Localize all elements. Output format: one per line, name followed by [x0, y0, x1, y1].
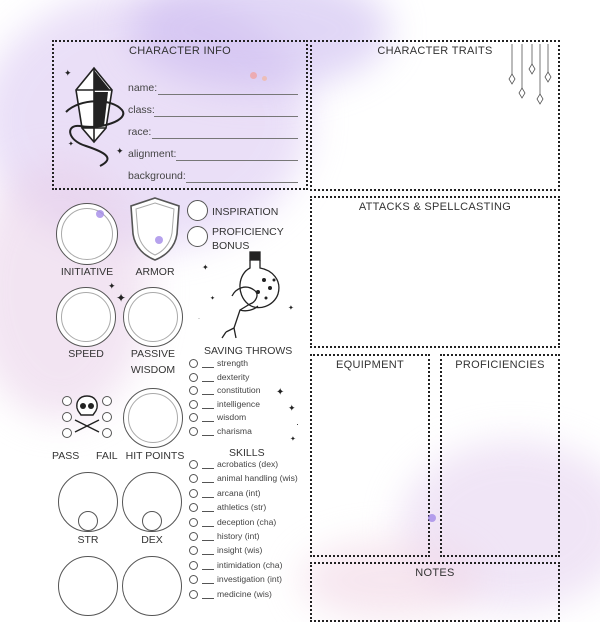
skill-value-line[interactable] — [202, 511, 214, 512]
saving-throw-label: wisdom — [217, 412, 247, 423]
saving-throw-checkbox[interactable] — [189, 400, 198, 409]
skill-label: medicine (wis) — [217, 588, 272, 599]
skill-label: athletics (str) — [217, 502, 267, 513]
saving-throw-label: strength — [217, 358, 249, 368]
saving-throw-label: intelligence — [217, 398, 260, 409]
skill-value-line[interactable] — [202, 583, 214, 584]
skills-title: SKILLS — [229, 447, 265, 459]
hanging-crystals-icon — [506, 44, 554, 114]
saving-throw-value-line[interactable] — [202, 367, 214, 368]
saving-throw-value-line[interactable] — [202, 435, 214, 436]
skill-checkbox[interactable] — [189, 460, 198, 469]
field-label: name: — [128, 82, 158, 94]
skill-label: history (int) — [217, 531, 260, 541]
saving-throw-label: dexterity — [217, 371, 250, 382]
field-input-line[interactable] — [152, 138, 298, 139]
skill-checkbox[interactable] — [189, 489, 198, 498]
saving-throw-checkbox[interactable] — [189, 359, 198, 368]
skill-checkbox[interactable] — [189, 518, 198, 527]
equipment-box — [310, 354, 430, 557]
skill-checkbox[interactable] — [189, 546, 198, 555]
equipment-title: EQUIPMENT — [335, 359, 405, 371]
fail-label: FAIL — [96, 450, 118, 462]
sparkle-icon: ✦ — [288, 403, 296, 413]
skill-label: intimidation (cha) — [217, 559, 283, 570]
svg-text:✦: ✦ — [288, 305, 294, 312]
saving-throw-value-line[interactable] — [202, 381, 214, 382]
skill-label: deception (cha) — [217, 516, 277, 527]
accent-dot — [262, 76, 267, 81]
hit-points-label: HIT POINTS — [125, 450, 185, 462]
saving-throw-checkbox[interactable] — [189, 427, 198, 436]
field-input-line[interactable] — [176, 160, 298, 161]
skill-checkbox[interactable] — [189, 474, 198, 483]
svg-text:✦: ✦ — [116, 146, 124, 156]
skill-value-line[interactable] — [202, 554, 214, 555]
field-input-line[interactable] — [186, 182, 298, 183]
death-save-fail-3[interactable] — [102, 428, 112, 438]
skill-checkbox[interactable] — [189, 590, 198, 599]
field-label: alignment: — [128, 148, 177, 160]
death-save-fail-1[interactable] — [102, 396, 112, 406]
skill-label: acrobatics (dex) — [217, 459, 279, 469]
skill-value-line[interactable] — [202, 482, 214, 483]
saving-throw-value-line[interactable] — [202, 408, 214, 409]
sparkle-icon: ✦ — [108, 281, 116, 291]
field-label: race: — [128, 126, 152, 138]
skill-label: investigation (int) — [217, 574, 282, 585]
field-label: background: — [128, 170, 186, 182]
skill-value-line[interactable] — [202, 569, 214, 570]
field-input-line[interactable] — [154, 116, 298, 117]
saving-throw-label: constitution — [217, 385, 261, 396]
saving-throw-checkbox[interactable] — [189, 386, 198, 395]
skill-checkbox[interactable] — [189, 575, 198, 584]
skill-checkbox[interactable] — [189, 561, 198, 570]
bonus-label: BONUS — [212, 240, 250, 252]
death-save-pass-2[interactable] — [62, 412, 72, 422]
sparkle-icon: ✦ — [276, 387, 285, 398]
shield-icon[interactable] — [129, 196, 181, 262]
inspiration-circle[interactable] — [187, 200, 208, 221]
initiative-inner-ring — [61, 208, 113, 260]
proficiencies-title: PROFICIENCIES — [455, 359, 545, 371]
accent-dot — [428, 514, 436, 522]
skill-checkbox[interactable] — [189, 532, 198, 541]
attacks-title: ATTACKS & SPELLCASTING — [358, 201, 512, 213]
character-traits-box — [310, 40, 560, 191]
skill-value-line[interactable] — [202, 540, 214, 541]
armor-label: ARMOR — [135, 266, 175, 278]
speed-label: SPEED — [68, 348, 104, 360]
attacks-spellcasting-box — [310, 196, 560, 348]
notes-box — [310, 562, 560, 622]
sparkle-icon: ✦ — [290, 436, 296, 443]
character-info-title: CHARACTER INFO — [129, 45, 231, 57]
accent-dot — [96, 210, 104, 218]
hit-points-inner-ring — [128, 393, 178, 443]
svg-text:✦: ✦ — [202, 263, 209, 272]
death-save-pass-1[interactable] — [62, 396, 72, 406]
accent-dot — [250, 72, 257, 79]
initiative-label: INITIATIVE — [60, 266, 114, 278]
field-label: class: — [128, 104, 155, 116]
death-save-pass-3[interactable] — [62, 428, 72, 438]
str-mod-circle[interactable] — [78, 511, 98, 531]
skill-checkbox[interactable] — [189, 503, 198, 512]
proficiency-bonus-circle[interactable] — [187, 226, 208, 247]
saving-throw-value-line[interactable] — [202, 421, 214, 422]
passive-label: PASSIVE — [130, 348, 176, 360]
skill-value-line[interactable] — [202, 598, 214, 599]
sparkle-icon: · — [296, 419, 299, 429]
notes-title: NOTES — [415, 567, 455, 579]
sparkle-icon: ✦ — [116, 291, 127, 305]
pass-label: PASS — [52, 450, 80, 462]
inspiration-label: INSPIRATION — [212, 206, 279, 218]
passive-inner-ring — [128, 292, 178, 342]
con-circle[interactable] — [58, 556, 118, 616]
str-label: STR — [77, 534, 99, 546]
speed-inner-ring — [61, 292, 111, 342]
skill-label: insight (wis) — [217, 545, 263, 556]
dex-mod-circle[interactable] — [142, 511, 162, 531]
proficiency-label: PROFICIENCY — [212, 226, 284, 238]
saving-throw-checkbox[interactable] — [189, 373, 198, 382]
saving-throw-label: charisma — [217, 426, 252, 436]
saving-throw-checkbox[interactable] — [189, 413, 198, 422]
svg-text:·: · — [198, 316, 200, 322]
saving-throws-title: SAVING THROWS — [204, 345, 293, 357]
skill-value-line[interactable] — [202, 526, 214, 527]
int-circle[interactable] — [122, 556, 182, 616]
wisdom-label: WISDOM — [130, 364, 176, 376]
skill-value-line[interactable] — [202, 468, 214, 469]
field-input-line[interactable] — [158, 94, 298, 95]
saving-throw-value-line[interactable] — [202, 394, 214, 395]
svg-text:✦: ✦ — [210, 296, 216, 302]
svg-text:✦: ✦ — [64, 68, 72, 78]
death-save-fail-2[interactable] — [102, 412, 112, 422]
character-info-box — [52, 40, 308, 190]
proficiencies-box — [440, 354, 560, 557]
potion-hand-icon — [196, 250, 296, 340]
skill-value-line[interactable] — [202, 497, 214, 498]
skill-label: animal handling (wis) — [217, 473, 298, 484]
skill-label: arcana (int) — [217, 487, 261, 498]
svg-text:✦: ✦ — [68, 141, 74, 148]
skull-crossbones-icon — [72, 394, 102, 434]
crystal-icon — [60, 54, 128, 172]
character-traits-title: CHARACTER TRAITS — [377, 45, 493, 57]
dex-label: DEX — [141, 534, 163, 546]
